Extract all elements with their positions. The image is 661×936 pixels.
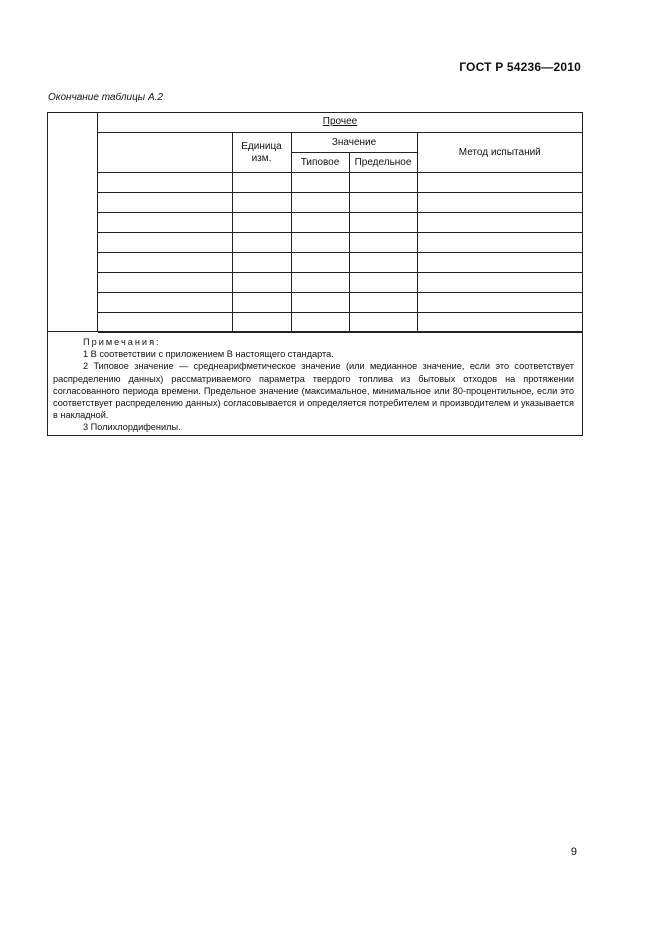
table-cell — [417, 193, 582, 213]
table-cell — [232, 193, 291, 213]
header-value-group: Значение — [291, 133, 417, 153]
table-cell — [349, 233, 417, 253]
header-limit: Предельное — [349, 153, 417, 173]
table-cell — [291, 173, 349, 193]
table-cell — [291, 233, 349, 253]
table-cell — [232, 313, 291, 333]
note-item: 1 В соответствии с приложением В настоящего стандарта. — [83, 349, 334, 360]
table-cell — [349, 253, 417, 273]
table-row — [98, 193, 582, 213]
table-row — [98, 313, 582, 333]
table-cell — [349, 213, 417, 233]
note-item: 2 Типовое значение — среднеарифметическое значение (или медианное значение, если это соответствует распределению данных) рассматриваемого параметра твердого топлива из бытовых отходов на протяжении согласованного периода времени. Предельное значение (максимальное, минимальное или 80-процентильное, если это соответствует распределению данных) согласовывается и определяется потребителем и производителем и указывается в накладной. — [53, 361, 574, 421]
table-cell — [291, 193, 349, 213]
table-cell — [98, 213, 232, 233]
section-title: Прочее — [322, 116, 358, 127]
table-cell — [417, 213, 582, 233]
table-cell — [291, 293, 349, 313]
table-cell — [232, 213, 291, 233]
table-cell — [417, 293, 582, 313]
table-cell — [98, 293, 232, 313]
table-cell — [417, 233, 582, 253]
table-cell — [98, 173, 232, 193]
note-item: 3 Полихлордифенилы. — [83, 422, 181, 433]
table-cell — [98, 253, 232, 273]
header-method: Метод испытаний — [417, 133, 582, 173]
header-unit: Единица изм. — [232, 133, 291, 173]
table-cell — [232, 173, 291, 193]
table-row — [98, 253, 582, 273]
table-cell — [291, 313, 349, 333]
table-left-column — [48, 113, 98, 331]
section-row — [98, 113, 582, 133]
notes-title: Примечания: — [83, 337, 161, 347]
table-cell — [232, 253, 291, 273]
parameters-table — [98, 133, 582, 333]
table-row — [98, 173, 582, 193]
table-cell — [98, 193, 232, 213]
table-frame — [47, 112, 583, 436]
table-cell — [291, 253, 349, 273]
notes-section — [48, 331, 582, 435]
table-row — [98, 213, 582, 233]
table-cell — [232, 273, 291, 293]
table-row — [98, 293, 582, 313]
table-cell — [417, 273, 582, 293]
table-cell — [349, 173, 417, 193]
table-cell — [98, 273, 232, 293]
header-typical: Типовое — [291, 153, 349, 173]
table-cell — [98, 313, 232, 333]
table-row — [98, 233, 582, 253]
table-cell — [417, 253, 582, 273]
table-cell — [291, 273, 349, 293]
table-cell — [349, 313, 417, 333]
table-cell — [98, 233, 232, 253]
table-row — [98, 273, 582, 293]
standard-code: ГОСТ Р 54236—2010 — [459, 60, 581, 74]
header-parameter — [98, 133, 232, 173]
table-cell — [349, 293, 417, 313]
table-cell — [417, 313, 582, 333]
table-cell — [291, 213, 349, 233]
table-cell — [232, 233, 291, 253]
page-number: 9 — [570, 846, 577, 858]
table-caption: Окончание таблицы А.2 — [48, 92, 163, 103]
table-cell — [417, 173, 582, 193]
table-cell — [349, 273, 417, 293]
table-cell — [349, 193, 417, 213]
table-cell — [232, 293, 291, 313]
